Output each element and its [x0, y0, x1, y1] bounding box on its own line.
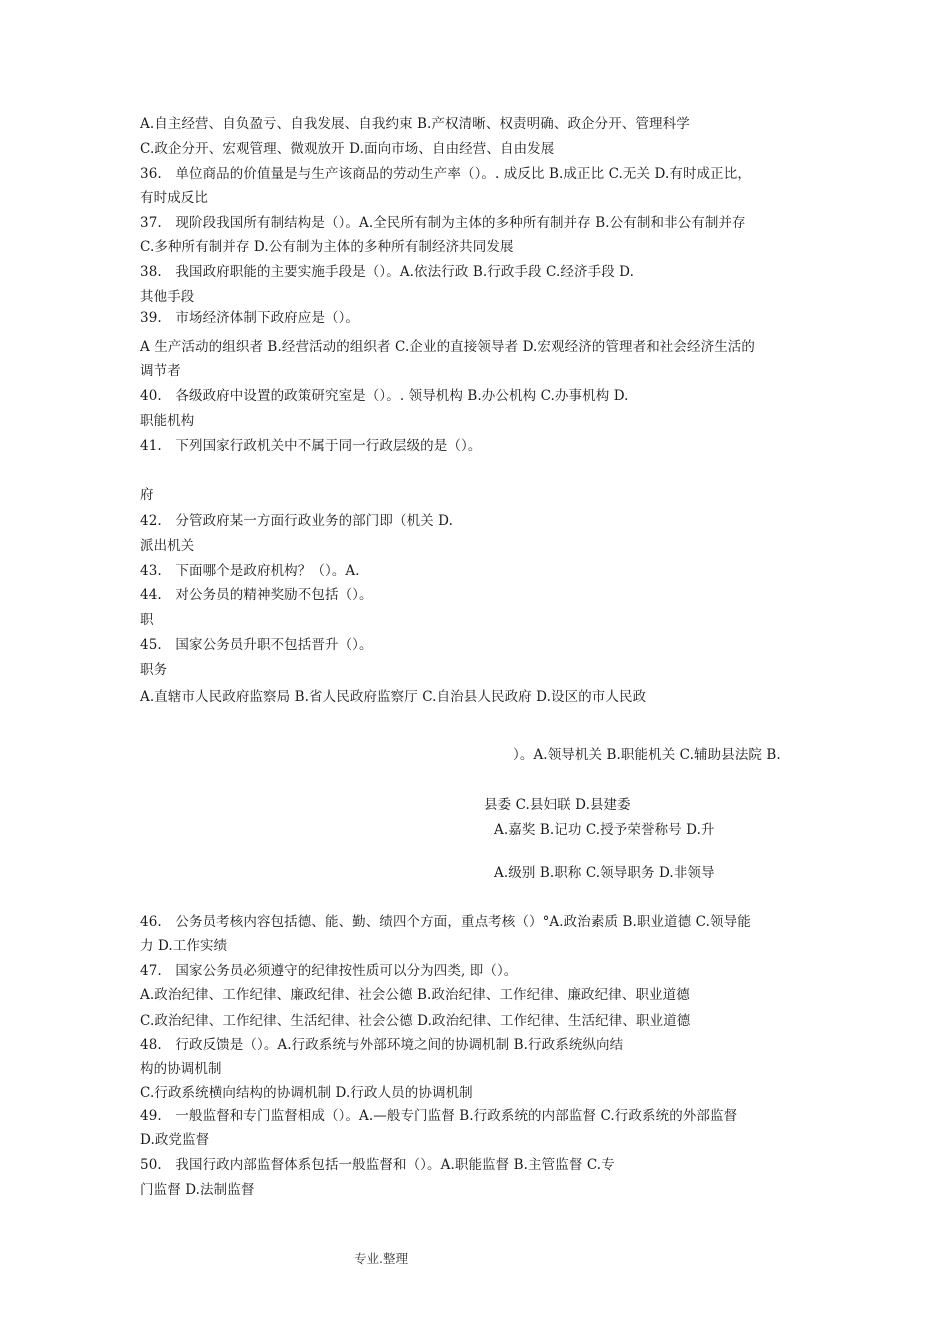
text-line: 41. 下列国家行政机关中不属于同一行政层级的是（）。: [140, 438, 482, 454]
text-line: 45. 国家公务员升职不包括晋升（）。: [140, 637, 373, 653]
text-line: ）。A.领导机关 B.职能机关 C.辅助县法院 B.: [513, 747, 781, 763]
text-line: A 生产活动的组织者 B.经营活动的组织者 C.企业的直接领导者 D.宏观经济的管理者和社会经济生活的: [140, 339, 755, 355]
text-line: A.嘉奖 B.记功 C.授予荣誉称号 D.升: [494, 822, 715, 838]
text-line: C.多种所有制并存 D.公有制为主体的多种所有制经济共同发展: [140, 239, 514, 255]
text-line: 37. 现阶段我国所有制结构是（）。A.全民所有制为主体的多种所有制并存 B.公有制和非公有制并存: [140, 215, 746, 231]
text-line: C.政企分开、宏观管理、微观放开 D.面向市场、自由经营、自由发展: [140, 141, 555, 157]
text-line: 38. 我国政府职能的主要实施手段是（）。A.依法行政 B.行政手段 C.经济手段 D.: [140, 264, 635, 280]
text-line: C.行政系统横向结构的协调机制 D.行政人员的协调机制: [140, 1085, 473, 1101]
text-line: 48. 行政反馈是（）。A.行政系统与外部环境之间的协调机制 B.行政系统纵向结: [140, 1037, 624, 1053]
text-line: A.级别 B.职称 C.领导职务 D.非领导: [494, 865, 715, 881]
text-line: A.政治纪律、工作纪律、廉政纪律、社会公德 B.政治纪律、工作纪律、廉政纪律、职业道德: [140, 987, 690, 1003]
text-line: 50. 我国行政内部监督体系包括一般监督和（）。A.职能监督 B.主管监督 C.专: [140, 1157, 615, 1173]
text-line: 40. 各级政府中设置的政策研究室是（）。. 领导机构 B.办公机构 C.办事机构 D.: [140, 388, 629, 404]
text-line: 47. 国家公务员必须遵守的纪律按性质可以分为四类, 即（）。: [140, 963, 518, 979]
text-line: 派出机关: [140, 538, 195, 554]
text-line: 43. 下面哪个是政府机构？（）。A.: [140, 563, 360, 579]
text-line: 门监督 D.法制监督: [140, 1182, 255, 1198]
text-line: 职: [140, 612, 154, 628]
text-line: 46. 公务员考核内容包括德、能、勤、绩四个方面，重点考核（）°A.政治素质 B.职业道德 C.领导能: [140, 914, 751, 930]
text-line: 39. 市场经济体制下政府应是（）。: [140, 310, 360, 326]
text-line: D.政党监督: [140, 1132, 210, 1148]
text-line: C.政治纪律、工作纪律、生活纪律、社会公德 D.政治纪律、工作纪律、生活纪律、职业道德: [140, 1013, 691, 1029]
text-line: 职能机构: [140, 413, 195, 429]
text-line: 42. 分管政府某一方面行政业务的部门即（机关 D.: [140, 513, 453, 529]
text-line: 49. 一般监督和专门监督相成（）。A.—般专门监督 B.行政系统的内部监督 C.行政系统的外部监督: [140, 1108, 738, 1124]
page-footer: 专业.整理: [354, 1251, 408, 1266]
text-line: 44. 对公务员的精神奖励不包括（）。: [140, 587, 373, 603]
text-line: 力 D.工作实绩: [140, 938, 228, 954]
text-line: 有时成反比: [140, 190, 208, 206]
text-line: 县委 C.县妇联 D.县建委: [484, 797, 631, 813]
text-line: 36. 单位商品的价值量是与生产该商品的劳动生产率（）。. 成反比 B.成正比 C.无关 D.有时成正比，: [140, 166, 751, 182]
text-line: 构的协调机制: [140, 1061, 222, 1077]
text-line: A.直辖市人民政府监察局 B.省人民政府监察厅 C.自治县人民政府 D.设区的市人民政: [140, 689, 647, 705]
text-line: 其他手段: [140, 289, 195, 305]
text-line: 职务: [140, 662, 168, 678]
text-line: 调节者: [140, 363, 181, 379]
text-line: 府: [140, 487, 154, 503]
text-line: A.自主经营、自负盈亏、自我发展、自我约束 B.产权清晰、权责明确、政企分开、管理科学: [140, 116, 690, 132]
